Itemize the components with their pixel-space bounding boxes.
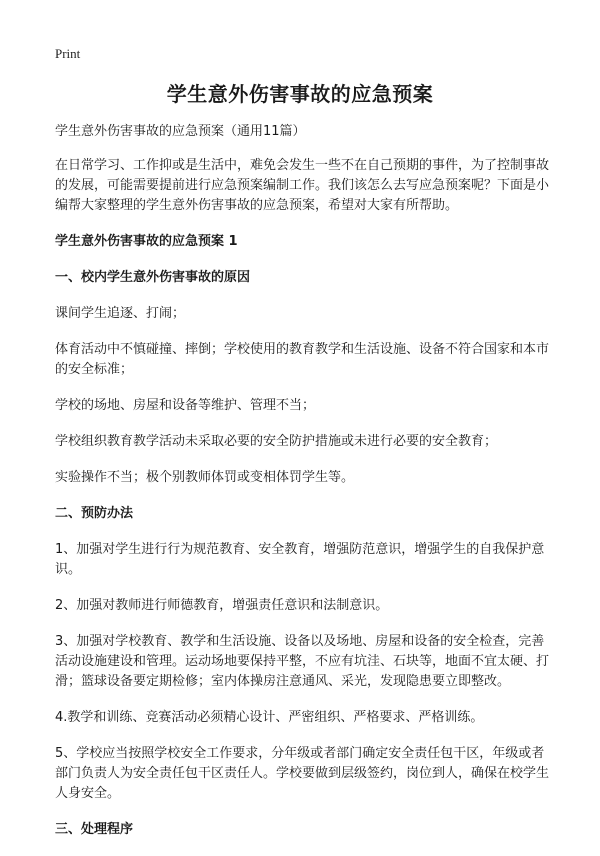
document-subtitle: 学生意外伤害事故的应急预案（通用11篇）	[55, 124, 306, 139]
section2-paragraph: 3、加强对学校教育、教学和生活设施、设备以及场地、房屋和设备的安全检查，完善活动设施建设和管理。运动场地要保持平整，不应有坑洼、石块等，地面不宜太硬、打滑；篮球设备要定期检修；室内体操房注意通风、采光，发现隐患要立即整改。	[55, 634, 550, 689]
section2-paragraph: 5、学校应当按照学校安全工作要求，分年级或者部门确定安全责任包干区，年级或者部门负责人为安全责任包干区责任人。学校要做到层级签约，岗位到人，确保在校学生人身安全。	[55, 746, 550, 801]
page-title: 学生意外伤害事故的应急预案	[166, 82, 434, 106]
section3-heading: 三、处理程序	[55, 822, 134, 837]
section2-paragraph: 1、加强对学生进行行为规范教育、安全教育，增强防范意识，增强学生的自我保护意识。	[55, 542, 545, 577]
section2-paragraph: 4.教学和训练、竞赛活动必须精心设计、严密组织、严格要求、严格训练。	[55, 710, 484, 725]
print-link[interactable]: Print	[55, 46, 81, 61]
section1-paragraph: 实验操作不当；极个别教师体罚或变相体罚学生等。	[55, 470, 355, 485]
section1-paragraph: 学校组织教育教学活动未采取必要的安全防护措施或未进行必要的安全教育；	[55, 434, 498, 449]
section2-paragraph: 2、加强对教师进行师德教育，增强责任意识和法制意识。	[55, 598, 389, 613]
section1-heading: 一、校内学生意外伤害事故的原因	[55, 270, 251, 285]
section1-paragraph: 课间学生追逐、打闹；	[55, 306, 186, 321]
section-main-heading: 学生意外伤害事故的应急预案 1	[55, 234, 238, 249]
section2-heading: 二、预防办法	[55, 506, 134, 521]
document-body	[55, 122, 555, 856]
section1-paragraph: 体育活动中不慎碰撞、摔倒；学校使用的教育教学和生活设施、设备不符合国家和本市的安全标准；	[55, 342, 550, 377]
section1-paragraph: 学校的场地、房屋和设备等维护、管理不当；	[55, 398, 316, 413]
intro-paragraph: 在日常学习、工作抑或是生活中，难免会发生一些不在自己预期的事件，为了控制事故的发展，可能需要提前进行应急预案编制工作。我们该怎么去写应急预案呢？下面是小编帮大家整理的学生意外伤害事故的应急预案，希望对大家有所帮助。	[55, 158, 550, 213]
